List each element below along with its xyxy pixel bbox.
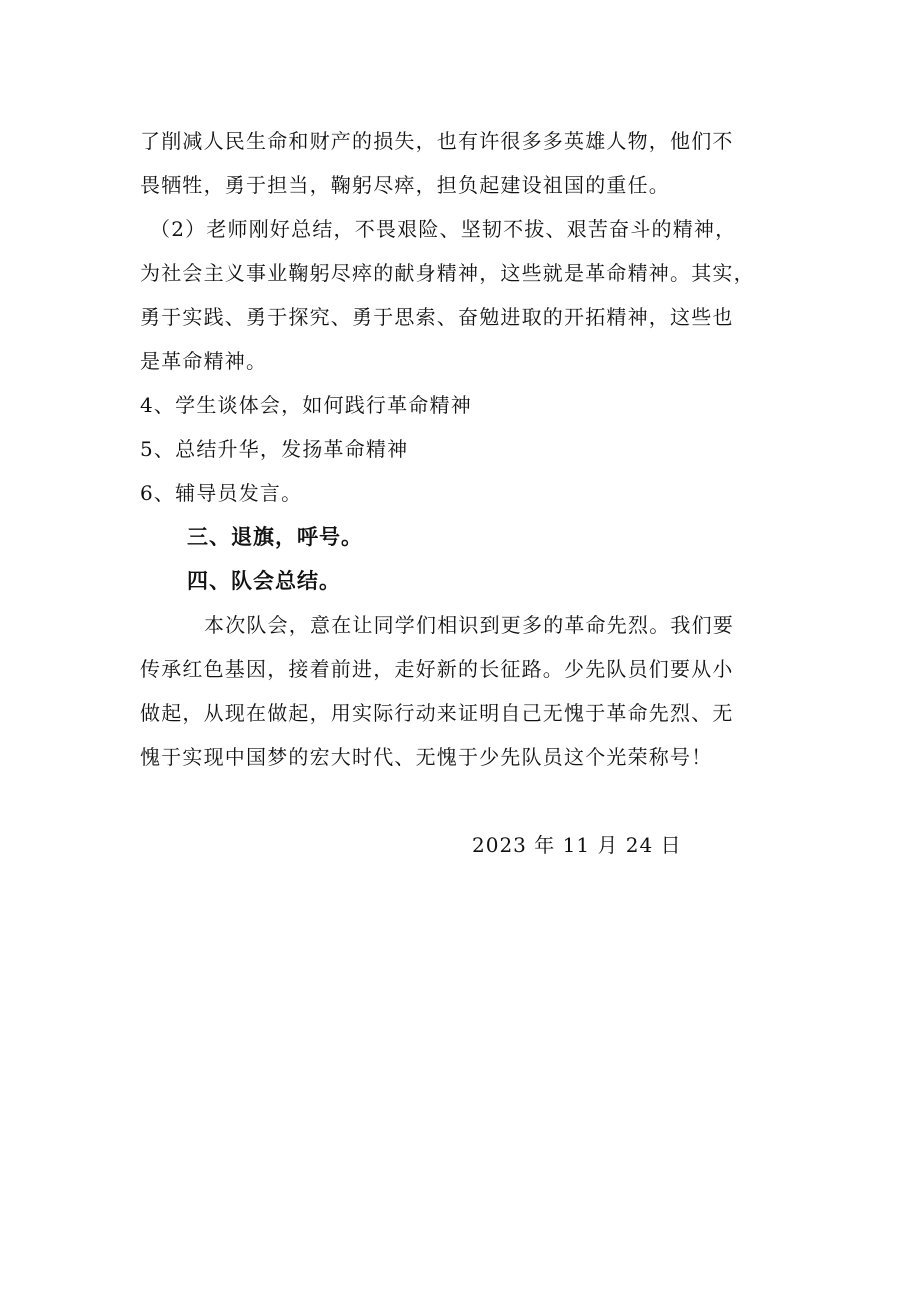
paragraph-2-line-2: 为社会主义事业鞠躬尽瘁的献身精神，这些就是革命精神。其实， xyxy=(140,261,755,285)
summary-line-2: 传承红色基因，接着前进，走好新的长征路。少先队员们要从小 xyxy=(140,657,734,681)
paragraph-2-line-4: 是革命精神。 xyxy=(140,349,268,373)
list-item-6: 6、辅导员发言。 xyxy=(140,481,303,505)
list-item-4: 4、学生谈体会，如何践行革命精神 xyxy=(140,393,472,417)
paragraph-continuation-line-2: 畏牺牲，勇于担当，鞠躬尽瘁，担负起建设祖国的重任。 xyxy=(140,173,670,197)
summary-line-1: 本次队会，意在让同学们相识到更多的革命先烈。我们要 xyxy=(204,613,734,637)
section-heading-3: 三、退旗，呼号。 xyxy=(187,525,363,549)
summary-line-4: 愧于实现中国梦的宏大时代、无愧于少先队员这个光荣称号！ xyxy=(140,745,713,769)
list-item-5: 5、总结升华，发扬革命精神 xyxy=(140,437,409,461)
paragraph-2-line-1: （2）老师刚好总结，不畏艰险、坚韧不拔、艰苦奋斗的精神， xyxy=(150,217,737,241)
section-heading-4: 四、队会总结。 xyxy=(187,569,341,593)
paragraph-continuation-line-1: 了削减人民生命和财产的损失，也有许很多多英雄人物，他们不 xyxy=(140,129,734,153)
paragraph-2-line-3: 勇于实践、勇于探究、勇于思索、奋勉进取的开拓精神，这些也 xyxy=(140,305,734,329)
summary-line-3: 做起，从现在做起，用实际行动来证明自己无愧于革命先烈、无 xyxy=(140,701,734,725)
document-date: 2023 年 11 月 24 日 xyxy=(472,833,682,857)
